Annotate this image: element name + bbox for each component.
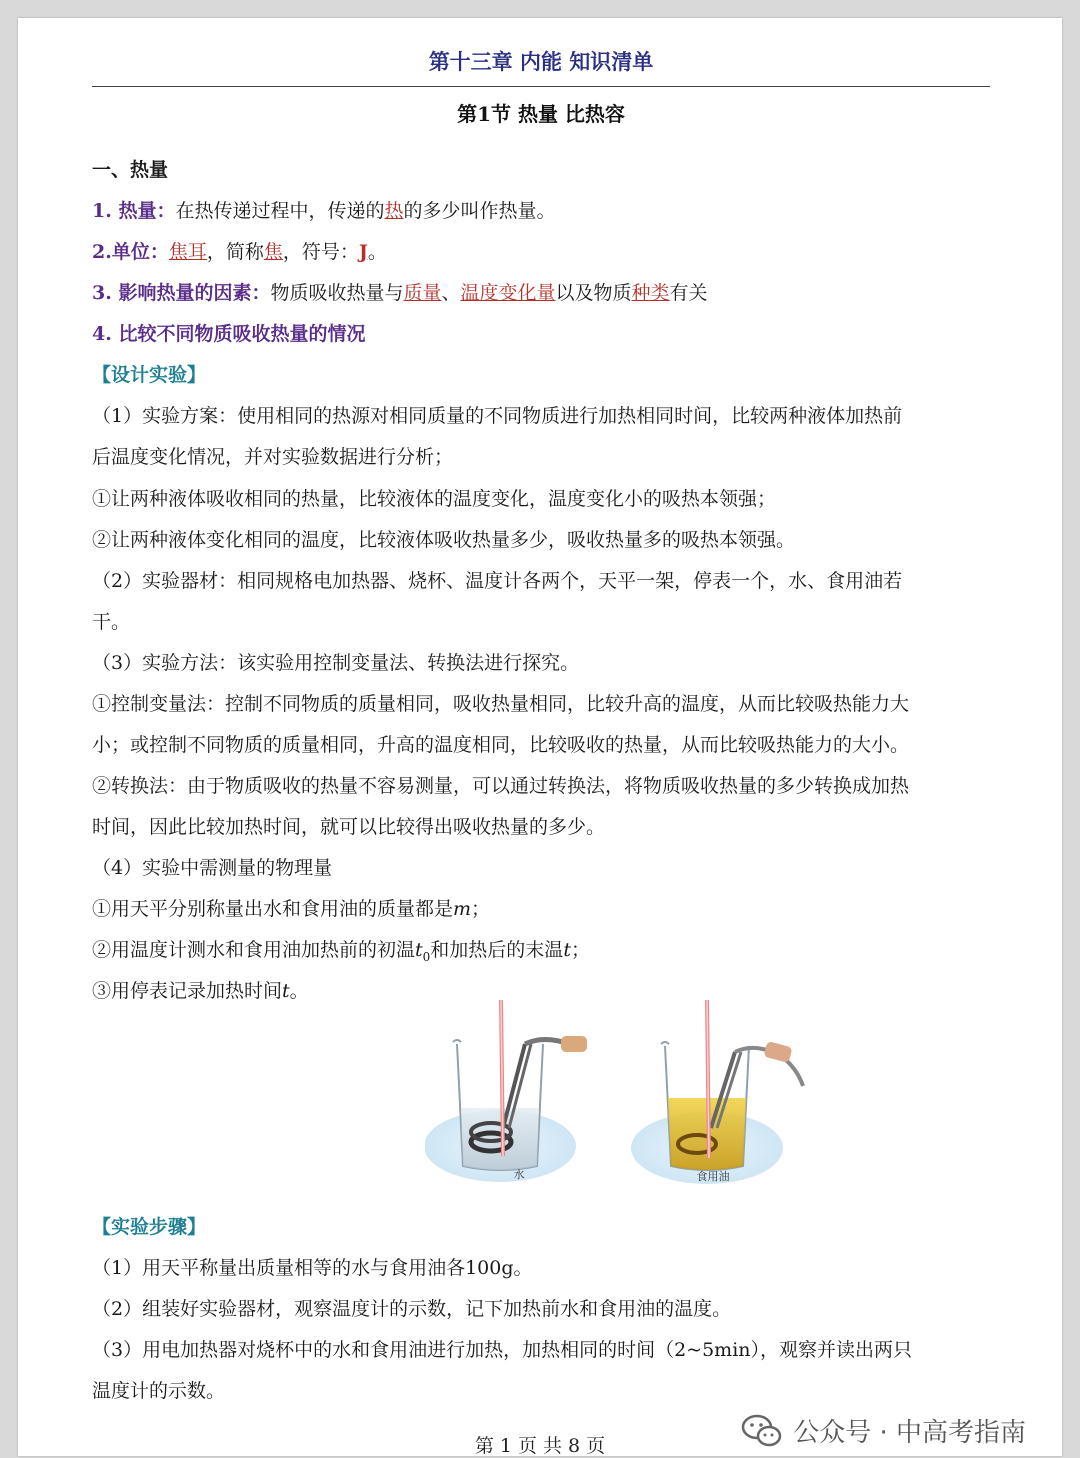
figure-label-water: 水 [513,1168,525,1181]
design-line: ①让两种液体吸收相同的热量，比较液体的温度变化，温度变化小的吸热本领强； [92,488,777,510]
var-time: t [282,980,290,1002]
factor-text-a: 物质吸收热量与 [270,282,404,304]
design-line: ②转换法：由于物质吸收的热量不容易测量，可以通过转换法，将物质吸收热量的多少转换成加热 [92,775,910,797]
figure-label-oil: 食用油 [696,1170,730,1183]
measure-mass [92,894,992,924]
page-footer: 第 1 页 共 8 页 [474,1435,606,1457]
factor-label: 3. 影响热量的因素： [92,282,271,304]
measure-time-text: ③用停表记录加热时间 [92,980,283,1002]
definition-text-b: 的多少叫作热量。 [403,200,556,222]
measure-temp-text: ②用温度计测水和食用油加热前的初温 [92,939,416,961]
factor-text-b: 、 [441,282,461,304]
design-line: （1）实验方案：使用相同的热源对相同质量的不同物质进行加热相同时间，比较两种液体加热前 [92,405,903,427]
unit-text-c: 。 [367,241,387,263]
factor-key-mass: 质量 [403,282,442,304]
compare-heading: 4. 比较不同物质吸收热量的情况 [92,323,366,345]
var-t0: t [415,939,423,961]
heat-factors [92,278,992,308]
steps-heading: 【实验步骤】 [92,1216,207,1238]
measure-time-end: 。 [289,980,309,1002]
section-title: 第1节 热量 比热容 [457,102,625,126]
step-line: （2）组装好实验器材，观察温度计的示数，记下加热前水和食用油的温度。 [92,1298,732,1320]
design-line: （2）实验器材：相同规格电加热器、烧杯、温度计各两个，天平一架，停表一个，水、食用油若 [92,570,903,592]
design-heading: 【设计实验】 [92,364,207,386]
factor-text-c: 以及物质 [555,282,632,304]
document-page [18,18,1062,1456]
design-line: 后温度变化情况，并对实验数据进行分析； [92,446,454,468]
design-line: 小；或控制不同物质的质量相同，升高的温度相同，比较吸收的热量，从而比较吸热能力的大小。 [92,734,910,756]
step-line: 温度计的示数。 [92,1380,226,1402]
heading-heat: 一、热量 [92,159,169,181]
definition-key: 热 [384,200,404,222]
var-t0-sub: 0 [422,949,431,964]
var-m: m [453,898,472,920]
design-line: （3）实验方法：该实验用控制变量法、转换法进行探究。 [92,652,580,674]
measure-temp-text-b: 和加热后的末温 [430,939,564,961]
heat-definition [92,196,992,226]
step-line: （3）用电加热器对烧杯中的水和食用油进行加热，加热相同的时间（2~5min），观察并读出两只 [92,1339,913,1361]
wechat-icon [741,1413,783,1449]
water-beaker [425,1000,587,1182]
unit-text-b: ，符号： [282,241,359,263]
unit-key-short: 焦 [263,241,283,263]
watermark [741,1412,1026,1449]
design-line: 时间，因此比较加热时间，就可以比较得出吸收热量的多少。 [92,816,606,838]
design-line: ①控制变量法：控制不同物质的质量相同，吸收热量相同，比较升高的温度，从而比较吸热能力大 [92,693,910,715]
factor-key-temp: 温度变化量 [460,282,556,304]
design-line: 干。 [92,611,131,633]
header-rule [92,86,990,87]
definition-text-a: 在热传递过程中，传递的 [175,200,385,222]
definition-label: 1. 热量： [92,200,176,222]
measure-mass-text: ①用天平分别称量出水和食用油的质量都是 [92,898,454,920]
watermark-text: 公众号 · 中高考指南 [793,1418,1026,1448]
design-line: （4）实验中需测量的物理量 [92,857,333,879]
design-line: ②让两种液体变化相同的温度，比较液体吸收热量多少，吸收热量多的吸热本领强。 [92,529,796,551]
factor-key-kind: 种类 [631,282,670,304]
unit-label: 2.单位： [92,241,169,263]
experiment-figure [425,998,809,1184]
step-line: （1）用天平称量出质量相等的水与食用油各100g。 [92,1257,533,1279]
oil-beaker [631,1000,803,1184]
unit-key-joule: 焦耳 [168,241,207,263]
unit-key-symbol: J [358,241,368,263]
unit-text-a: ，简称 [206,241,264,263]
factor-text-d: 有关 [669,282,708,304]
measure-temp [92,935,992,972]
chapter-title: 第十三章 内能 知识清单 [428,49,654,74]
measure-mass-end: ； [471,898,491,920]
measure-temp-end: ； [570,939,590,961]
var-t: t [563,939,571,961]
heat-unit [92,237,992,267]
